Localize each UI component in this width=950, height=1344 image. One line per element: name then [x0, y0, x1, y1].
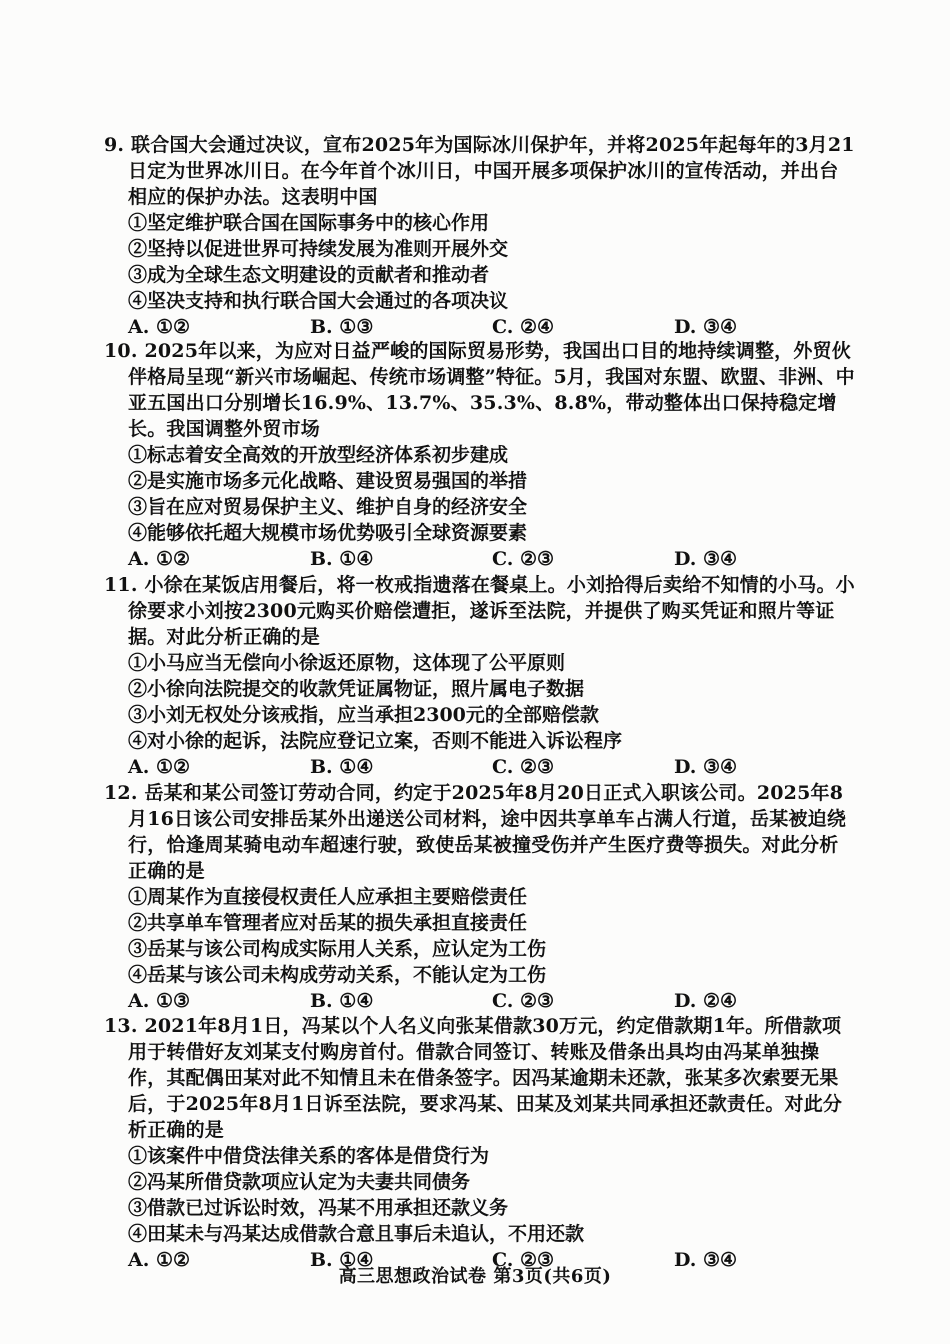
statement-1: ①小马应当无偿向小徐返还原物，这体现了公平原则: [128, 652, 566, 674]
question-13: [104, 1013, 856, 1273]
statement-list: [104, 650, 856, 754]
choice-d: D. ③④: [674, 756, 738, 778]
statement-list: [104, 442, 856, 546]
choice-a: A. ①②: [128, 548, 191, 570]
page-footer: 高三思想政治试卷 第3页(共6页): [338, 1266, 612, 1287]
question-10: [104, 338, 856, 572]
statement-4: ④田某未与冯某达成借款合意且事后未追认，不用还款: [128, 1223, 585, 1245]
statement-list: [104, 210, 856, 314]
statement-list: [104, 884, 856, 988]
choice-c: C. ②③: [492, 990, 555, 1012]
choice-b: B. ①④: [310, 1249, 374, 1271]
statement-1: ①周某作为直接侵权责任人应承担主要赔偿责任: [128, 886, 528, 908]
choice-c: C. ②③: [492, 756, 555, 778]
choice-b: B. ①④: [310, 756, 374, 778]
statement-4: ④对小徐的起诉，法院应登记立案，否则不能进入诉讼程序: [128, 730, 623, 752]
statement-3: ③借款已过诉讼时效，冯某不用承担还款义务: [128, 1197, 509, 1219]
choice-c: C. ②③: [492, 548, 555, 570]
statement-2: ②冯某所借贷款项应认定为夫妻共同债务: [128, 1171, 471, 1193]
choice-c: C. ②④: [492, 316, 555, 338]
question-stem: 12. 岳某和某公司签订劳动合同，约定于2025年8月20日正式入职该公司。2025年8月16日该公司安排岳某外出递送公司材料，途中因共享单车占满人行道，岳某被迫绕行，恰逢周某骑电动车超速行驶，致使岳某被撞受伤并产生医疗费等损失。对此分析正确的是: [104, 782, 847, 882]
question-9: [104, 132, 856, 340]
statement-2: ②坚持以促进世界可持续发展为准则开展外交: [128, 238, 509, 260]
choice-d: D. ③④: [674, 316, 738, 338]
statement-1: ①坚定维护联合国在国际事务中的核心作用: [128, 212, 490, 234]
question-stem: 13. 2021年8月1日，冯某以个人名义向张某借款30万元，约定借款期1年。所借款项用于转借好友刘某支付购房首付。借款合同签订、转账及借条出具均由冯某单独操作，其配偶田某对此不知情且未在借条签字。因冯某逾期未还款，张某多次索要无果后，于2025年8月1日诉至法院，要求冯某、田某及刘某共同承担还款责任。对此分析正确的是: [104, 1015, 843, 1141]
choice-b: B. ①④: [310, 990, 374, 1012]
answer-choices: [104, 988, 856, 1014]
statement-2: ②共享单车管理者应对岳某的损失承担直接责任: [128, 912, 528, 934]
choice-d: D. ③④: [674, 548, 738, 570]
question-stem: 11. 小徐在某饭店用餐后，将一枚戒指遗落在餐桌上。小刘拾得后卖给不知情的小马。小徐要求小刘按2300元购买价赔偿遭拒，遂诉至法院，并提供了购买凭证和照片等证据。对此分析正确的是: [104, 574, 855, 648]
choice-b: B. ①③: [310, 316, 374, 338]
statement-list: [104, 1143, 856, 1247]
statement-3: ③旨在应对贸易保护主义、维护自身的经济安全: [128, 496, 528, 518]
statement-2: ②是实施市场多元化战略、建设贸易强国的举措: [128, 470, 528, 492]
choice-b: B. ①④: [310, 548, 374, 570]
answer-choices: [104, 314, 856, 340]
choice-a: A. ①③: [128, 990, 191, 1012]
statement-4: ④能够依托超大规模市场优势吸引全球资源要素: [128, 522, 528, 544]
question-12: [104, 780, 856, 1014]
statement-3: ③成为全球生态文明建设的贡献者和推动者: [128, 264, 490, 286]
statement-1: ①标志着安全高效的开放型经济体系初步建成: [128, 444, 509, 466]
choice-a: A. ①②: [128, 316, 191, 338]
statement-3: ③小刘无权处分该戒指，应当承担2300元的全部赔偿款: [128, 704, 599, 726]
choice-a: A. ①②: [128, 756, 191, 778]
choice-a: A. ①②: [128, 1249, 191, 1271]
statement-2: ②小徐向法院提交的收款凭证属物证，照片属电子数据: [128, 678, 585, 700]
statement-4: ④岳某与该公司未构成劳动关系，不能认定为工伤: [128, 964, 547, 986]
choice-c: C. ②③: [492, 1249, 555, 1271]
statement-3: ③岳某与该公司构成实际用人关系，应认定为工伤: [128, 938, 547, 960]
question-stem: 9. 联合国大会通过决议，宣布2025年为国际冰川保护年，并将2025年起每年的3月21日定为世界冰川日。在今年首个冰川日，中国开展多项保护冰川的宣传活动，并出台相应的保护办法。这表明中国: [104, 134, 855, 208]
statement-1: ①该案件中借贷法律关系的客体是借贷行为: [128, 1145, 490, 1167]
choice-d: D. ②④: [674, 990, 738, 1012]
answer-choices: [104, 754, 856, 780]
question-11: [104, 572, 856, 780]
answer-choices: [104, 546, 856, 572]
statement-4: ④坚决支持和执行联合国大会通过的各项决议: [128, 290, 509, 312]
choice-d: D. ③④: [674, 1249, 738, 1271]
question-stem: 10. 2025年以来，为应对日益严峻的国际贸易形势，我国出口目的地持续调整，外贸伙伴格局呈现“新兴市场崛起、传统市场调整”特征。5月，我国对东盟、欧盟、非洲、中亚五国出口分别增长16.9%、13.7%、35.3%、8.8%，带动整体出口保持稳定增长。我国调整外贸市场: [104, 340, 855, 440]
